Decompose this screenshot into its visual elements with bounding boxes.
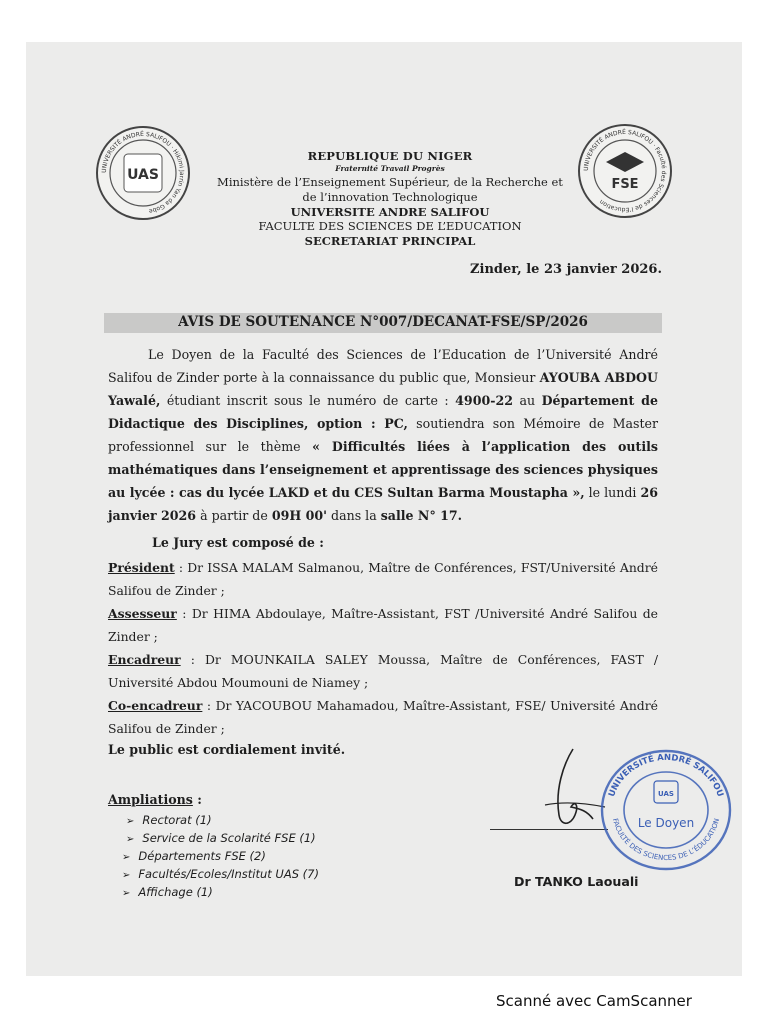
list-item xyxy=(118,812,319,830)
public-invitation: Le public est cordialement invité. xyxy=(108,742,346,757)
jury-member-details: : Dr ISSA MALAM Salmanou, Maître de Conférences, FST/Université André Salifou de Zinder ; xyxy=(108,560,658,598)
body-text-5: le lundi xyxy=(584,485,641,500)
header-secretariat: SECRETARIAT PRINCIPAL xyxy=(304,234,476,248)
ampliation-item: Départements FSE (2) xyxy=(138,849,266,863)
jury-member xyxy=(108,556,658,602)
body-text-7: dans la xyxy=(327,508,381,523)
header-country: REPUBLIQUE DU NIGER xyxy=(307,149,473,163)
arrow-bullet-icon: ➢ xyxy=(122,870,131,881)
notice-title: AVIS DE SOUTENANCE N°007/DECANAT-FSE/SP/2026 xyxy=(178,314,588,330)
stamp-center-text: Le Doyen xyxy=(637,816,695,830)
department: Département de Didactique des Disciplines, option : PC, xyxy=(108,393,658,431)
jury-member xyxy=(108,694,658,740)
body-text-2: étudiant inscrit sous le numéro de carte : xyxy=(160,393,456,408)
jury-role-assesseur: Assesseur xyxy=(108,606,177,621)
body-text-6: à partir de xyxy=(196,508,272,523)
ampliations-list xyxy=(118,812,319,902)
jury-member-details: : Dr MOUNKAILA SALEY Moussa, Maître de Conférences, FAST / Université Abdou Moumouni de Niamey ; xyxy=(108,652,658,690)
list-item xyxy=(118,848,319,866)
right-seal-initials: FSE xyxy=(611,177,639,192)
camscanner-watermark: Scanné avec CamScanner xyxy=(496,992,692,1010)
list-item xyxy=(118,884,319,902)
header-faculty: FACULTE DES SCIENCES DE L’EDUCATION xyxy=(258,219,522,233)
jury-member-details: : Dr HIMA Abdoulaye, Maître-Assistant, FST /Université André Salifou de Zinder ; xyxy=(108,606,658,644)
left-seal-ring-text: UNIVERSITÉ ANDRÉ SALIFOU · Hikimi Jarrin Yan da Gobe xyxy=(100,130,186,215)
jury-role-co-encadreur: Co-encadreur xyxy=(108,698,203,713)
ampliations-label: Ampliations xyxy=(108,792,193,807)
jury-list xyxy=(108,556,658,740)
student-card-number: 4900-22 xyxy=(455,393,513,408)
left-seal-initials: UAS xyxy=(127,167,159,183)
body-text-4: soutiendra son Mémoire de Master professionnel sur le thème xyxy=(108,416,658,454)
right-seal-ring-text: UNIVERSITÉ ANDRÉ SALIFOU · Faculté des Sciences de l’Education xyxy=(582,128,668,214)
arrow-bullet-icon: ➢ xyxy=(126,834,135,845)
ampliations-colon: : xyxy=(192,792,202,807)
ampliation-item: Service de la Scolarité FSE (1) xyxy=(142,831,316,845)
defense-room: salle N° 17. xyxy=(380,508,463,523)
header-university: UNIVERSITE ANDRE SALIFOU xyxy=(290,205,490,219)
header-motto: Fraternité Travail Progrès xyxy=(335,164,445,173)
jury-role-president: Président xyxy=(108,560,175,575)
stamp-initials: UAS xyxy=(658,790,674,798)
jury-member xyxy=(108,648,658,694)
list-item xyxy=(118,830,319,848)
document-date: Zinder, le 23 janvier 2026. xyxy=(470,262,662,277)
student-name: AYOUBA ABDOU Yawalé, xyxy=(108,370,658,408)
defense-time: 09H 00' xyxy=(271,508,328,523)
header-ministry-line2: de l’innovation Technologique xyxy=(302,190,478,204)
header-ministry-line1: Ministère de l’Enseignement Supérieur, de la Recherche et xyxy=(217,175,563,189)
arrow-bullet-icon: ➢ xyxy=(122,888,131,899)
thesis-theme: « Difficultés liées à l’application des outils mathématiques dans l’enseignement et apprentissage des sciences physiques au lycée : cas du lycée LAKD et du CES Sultan Barma Moustapha », xyxy=(108,439,659,500)
defense-date: 26 janvier 2026 xyxy=(108,485,658,523)
ampliation-item: Facultés/Ecoles/Institut UAS (7) xyxy=(138,867,319,881)
jury-member xyxy=(108,602,658,648)
stamp-ring-bottom: FACULTÉ DES SCIENCES DE L’ÉDUCATION xyxy=(610,817,722,863)
body-text-1: Le Doyen de la Faculté des Sciences de l’Education de l’Université André Salifou de Zinder porte à la connaissance du public que, Monsieur xyxy=(108,347,658,385)
jury-title: Le Jury est composé de : xyxy=(152,535,324,550)
ampliations-title xyxy=(108,792,202,807)
body-text-3: au xyxy=(512,393,542,408)
notice-body xyxy=(108,343,658,527)
jury-role-encadreur: Encadreur xyxy=(108,652,181,667)
arrow-bullet-icon: ➢ xyxy=(126,816,135,827)
jury-member-details: : Dr YACOUBOU Mahamadou, Maître-Assistant, FSE/ Université André Salifou de Zinder ; xyxy=(108,698,658,736)
arrow-bullet-icon: ➢ xyxy=(122,852,131,863)
ampliation-item: Rectorat (1) xyxy=(142,813,212,827)
stamp-ring-top: UNIVERSITÉ ANDRÉ SALIFOU xyxy=(607,752,725,799)
signature-line xyxy=(490,829,608,830)
list-item xyxy=(118,866,319,884)
signatory-name: Dr TANKO Laouali xyxy=(514,874,639,889)
dean-stamp xyxy=(598,747,734,877)
ampliation-item: Affichage (1) xyxy=(138,885,213,899)
